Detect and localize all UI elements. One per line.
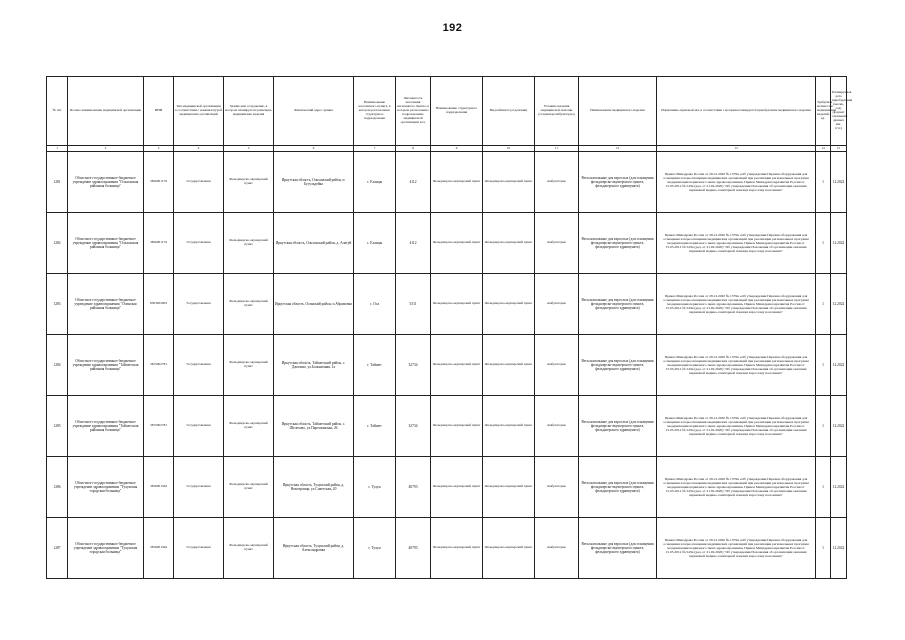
organization-type-cell: Государственная: [174, 335, 224, 396]
header-cell: № п/п: [47, 77, 68, 146]
column-number: 8: [396, 146, 431, 152]
building-cell: Фельдшерско-акушерский пункт: [224, 518, 274, 579]
quantity-cell: 1: [816, 518, 831, 579]
column-number: 7: [354, 146, 396, 152]
cabinet-type-cell: Фельдшерско-акушерский пункт: [483, 274, 535, 335]
medical-device-cell: Весы напольные для взрослых (для оснащения фельдшерско-акушерского пункта, фельдшерского здравпункта): [579, 152, 657, 213]
register-rows: [47, 152, 847, 579]
organization-type-cell: Государственная: [174, 396, 224, 457]
cabinet-type-cell: Фельдшерско-акушерский пункт: [483, 457, 535, 518]
population-cell: 5311: [396, 274, 431, 335]
organization-name-cell: Областное государственное бюджетное учреждение здравоохранения "Ольхонская районная больница": [68, 152, 144, 213]
quantity-cell: 1: [816, 396, 831, 457]
organization-name-cell: Областное государственное бюджетное учреждение здравоохранения "Тайшетская районная больница": [68, 335, 144, 396]
care-conditions-cell: Амбулаторно: [535, 518, 579, 579]
settlement-cell: с. Оса: [354, 274, 396, 335]
table-row: [47, 213, 847, 274]
address-cell: Иркутская область, Тайшетский район, с. Шелехово, ул.Партизанская, 26: [274, 396, 354, 457]
structural-unit-cell: Фельдшерско-акушерский пункт: [431, 396, 483, 457]
row-number-cell: 1287: [47, 518, 68, 579]
table-row: [47, 396, 847, 457]
building-cell: Фельдшерско-акушерский пункт: [224, 457, 274, 518]
legal-basis-cell: Приказ Минздрава России от 28.12.2020 № 1379н «Об утверждении Перечня оборудования для оснащения и переоснащения медицинских организаций при реализации региональных программ модернизации первичного звена здравоохранения» Приказ Минздравсоцразвития России от 15.05.2012 № 543н (ред. от 21.02.2020) "Об утверждении Положения об организации оказания первичной медико-санитарной помощи взрослому населению": [657, 152, 816, 213]
column-number: 15: [831, 146, 847, 152]
settlement-cell: с. Еланцы: [354, 213, 396, 274]
header-cell: Нормативно-правовой акт, в соответствии с которым планируется приобретение медицинского изделия: [657, 77, 816, 146]
care-conditions-cell: Амбулаторно: [535, 457, 579, 518]
legal-basis-cell: Приказ Минздрава России от 28.12.2020 № 1379н «Об утверждении Перечня оборудования для оснащения и переоснащения медицинских организаций при реализации региональных программ модернизации первичного звена здравоохранения» Приказ Минздравсоцразвития России от 15.05.2012 № 543н (ред. от 21.02.2020) "Об утверждении Положения об организации оказания первичной медико-санитарной помощи взрослому населению": [657, 335, 816, 396]
structural-unit-cell: Фельдшерско-акушерский пункт: [431, 152, 483, 213]
population-cell: 40793: [396, 457, 431, 518]
settlement-cell: г. Тулун: [354, 518, 396, 579]
address-cell: Иркутская область, Тайшетский район, с. Джогино, ул.Больничная, 1а: [274, 335, 354, 396]
care-conditions-cell: Амбулаторно: [535, 213, 579, 274]
structural-unit-cell: Фельдшерско-акушерский пункт: [431, 518, 483, 579]
column-number: 10: [483, 146, 535, 152]
settlement-cell: с. Еланцы: [354, 152, 396, 213]
header-cell: Фактический адрес здания: [274, 77, 354, 146]
settlement-cell: г. Тулун: [354, 457, 396, 518]
address-cell: Иркутская область, Тулунский район, д. Александровка: [274, 518, 354, 579]
header-cell: Тип медицинской организации в соответствии с номенклатурой медицинских организаций: [174, 77, 224, 146]
table-row: [47, 274, 847, 335]
organization-type-cell: Государственная: [174, 518, 224, 579]
purchase-date-cell: 12.2022: [831, 518, 847, 579]
header-cell: ИНН: [144, 77, 174, 146]
legal-basis-cell: Приказ Минздрава России от 28.12.2020 № 1379н «Об утверждении Перечня оборудования для оснащения и переоснащения медицинских организаций при реализации региональных программ модернизации первичного звена здравоохранения» Приказ Минздравсоцразвития России от 15.05.2012 № 543н (ред. от 21.02.2020) "Об утверждении Положения об организации оказания первичной медико-санитарной помощи взрослому населению": [657, 518, 816, 579]
page-number: 192: [442, 22, 463, 34]
purchase-date-cell: 12.2022: [831, 396, 847, 457]
table-row: [47, 518, 847, 579]
building-cell: Фельдшерско-акушерский пункт: [224, 396, 274, 457]
quantity-cell: 1: [816, 457, 831, 518]
equipment-register-table: [46, 76, 853, 579]
medical-device-cell: Весы напольные для взрослых (для оснащения фельдшерско-акушерского пункта, фельдшерского здравпункта): [579, 213, 657, 274]
column-number: 4: [174, 146, 224, 152]
care-conditions-cell: Амбулаторно: [535, 152, 579, 213]
medical-device-cell: Весы напольные для взрослых (для оснащения фельдшерско-акушерского пункта, фельдшерского здравпункта): [579, 457, 657, 518]
row-number-cell: 1286: [47, 457, 68, 518]
row-number-cell: 1283: [47, 274, 68, 335]
table-row: [47, 335, 847, 396]
table-row: [47, 457, 847, 518]
legal-basis-cell: Приказ Минздрава России от 28.12.2020 № 1379н «Об утверждении Перечня оборудования для оснащения и переоснащения медицинских организаций при реализации региональных программ модернизации первичного звена здравоохранения» Приказ Минздравсоцразвития России от 15.05.2012 № 543н (ред. от 21.02.2020) "Об утверждении Положения об организации оказания первичной медико-санитарной помощи взрослому населению": [657, 396, 816, 457]
address-cell: Иркутская область, Ольхонский район, п. Бугульдейка: [274, 152, 354, 213]
column-number: 5: [224, 146, 274, 152]
medical-device-cell: Весы напольные для взрослых (для оснащения фельдшерско-акушерского пункта, фельдшерского здравпункта): [579, 396, 657, 457]
column-number: 2: [68, 146, 144, 152]
purchase-date-cell: 12.2022: [831, 457, 847, 518]
header-cell: Наименование структурного подразделения: [431, 77, 483, 146]
inn-cell: 3815002781: [144, 335, 174, 396]
row-number-cell: 1284: [47, 335, 68, 396]
column-number: 14: [816, 146, 831, 152]
purchase-date-cell: 12.2022: [831, 152, 847, 213]
population-cell: 40793: [396, 518, 431, 579]
row-number-cell: 1281: [47, 152, 68, 213]
inn-cell: 3826001179: [144, 152, 174, 213]
column-number: 1: [47, 146, 68, 152]
header-cell: Здание или сооружение, в котором планируется размещать медицинские изделия: [224, 77, 274, 146]
cabinet-type-cell: Фельдшерско-акушерский пункт: [483, 152, 535, 213]
building-cell: Фельдшерско-акушерский пункт: [224, 274, 274, 335]
building-cell: Фельдшерско-акушерский пункт: [224, 152, 274, 213]
legal-basis-cell: Приказ Минздрава России от 28.12.2020 № 1379н «Об утверждении Перечня оборудования для оснащения и переоснащения медицинских организаций при реализации региональных программ модернизации первичного звена здравоохранения» Приказ Минздравсоцразвития России от 15.05.2012 № 543н (ред. от 21.02.2020) "Об утверждении Положения об организации оказания первичной медико-санитарной помощи взрослому населению": [657, 274, 816, 335]
header-cell: Численность населения населенного пункта, в котором расположено подразделение медицинской организации чел.: [396, 77, 431, 146]
column-number: 6: [274, 146, 354, 152]
population-cell: 4112: [396, 152, 431, 213]
header-row: [47, 77, 847, 146]
legal-basis-cell: Приказ Минздрава России от 28.12.2020 № 1379н «Об утверждении Перечня оборудования для оснащения и переоснащения медицинских организаций при реализации региональных программ модернизации первичного звена здравоохранения» Приказ Минздравсоцразвития России от 15.05.2012 № 543н (ред. от 21.02.2020) "Об утверждении Положения об организации оказания первичной медико-санитарной помощи взрослому населению": [657, 457, 816, 518]
building-cell: Фельдшерско-акушерский пункт: [224, 213, 274, 274]
purchase-date-cell: 12.2022: [831, 213, 847, 274]
organization-type-cell: Государственная: [174, 213, 224, 274]
cabinet-type-cell: Фельдшерско-акушерский пункт: [483, 518, 535, 579]
quantity-cell: 1: [816, 213, 831, 274]
address-cell: Иркутская область, Осинский район, п.Абрамовка: [274, 274, 354, 335]
care-conditions-cell: Амбулаторно: [535, 335, 579, 396]
header-cell: Планируемая дата приобретения (месяц, год) (формат отражения данных мм. гггг.): [831, 77, 847, 146]
organization-type-cell: Государственная: [174, 457, 224, 518]
building-cell: Фельдшерско-акушерский пункт: [224, 335, 274, 396]
organization-type-cell: Государственная: [174, 274, 224, 335]
column-number: 9: [431, 146, 483, 152]
inn-cell: 3826001179: [144, 213, 174, 274]
quantity-cell: 1: [816, 335, 831, 396]
table-row: [47, 152, 847, 213]
organization-name-cell: Областное государственное бюджетное учреждение здравоохранения "Осинская районная больница": [68, 274, 144, 335]
medical-device-cell: Весы напольные для взрослых (для оснащения фельдшерско-акушерского пункта, фельдшерского здравпункта): [579, 274, 657, 335]
population-cell: 32734: [396, 396, 431, 457]
cabinet-type-cell: Фельдшерско-акушерский пункт: [483, 335, 535, 396]
population-cell: 32734: [396, 335, 431, 396]
inn-cell: 3816001364: [144, 457, 174, 518]
quantity-cell: 1: [816, 152, 831, 213]
column-number: 3: [144, 146, 174, 152]
inn-cell: 3816001364: [144, 518, 174, 579]
header-cell: Полное наименование медицинской организации: [68, 77, 144, 146]
address-cell: Иркутская область, Ольхонский район, д. Алагуй: [274, 213, 354, 274]
quantity-cell: 1: [816, 274, 831, 335]
structural-unit-cell: Фельдшерско-акушерский пункт: [431, 274, 483, 335]
row-number-cell: 1285: [47, 396, 68, 457]
column-number: 11: [535, 146, 579, 152]
medical-device-cell: Весы напольные для взрослых (для оснащения фельдшерско-акушерского пункта, фельдшерского здравпункта): [579, 335, 657, 396]
address-cell: Иркутская область, Тулунский район, д. Новотроицк, ул.Советская, 20: [274, 457, 354, 518]
column-number: 12: [579, 146, 657, 152]
settlement-cell: г. Тайшет: [354, 396, 396, 457]
care-conditions-cell: Амбулаторно: [535, 274, 579, 335]
cabinet-type-cell: Фельдшерско-акушерский пункт: [483, 213, 535, 274]
header-cell: Вид кабинета (отделения): [483, 77, 535, 146]
header-cell: Наименование медицинского изделия: [579, 77, 657, 146]
legal-basis-cell: Приказ Минздрава России от 28.12.2020 № 1379н «Об утверждении Перечня оборудования для оснащения и переоснащения медицинских организаций при реализации региональных программ модернизации первичного звена здравоохранения» Приказ Минздравсоцразвития России от 15.05.2012 № 543н (ред. от 21.02.2020) "Об утверждении Положения об организации оказания первичной медико-санитарной помощи взрослому населению": [657, 213, 816, 274]
care-conditions-cell: Амбулаторно: [535, 396, 579, 457]
cabinet-type-cell: Фельдшерско-акушерский пункт: [483, 396, 535, 457]
header-cell: Условия оказания медицинской помощи (стационар/амбулаторно): [535, 77, 579, 146]
purchase-date-cell: 12.2022: [831, 274, 847, 335]
organization-name-cell: Областное государственное бюджетное учреждение здравоохранения "Ольхонская районная больница": [68, 213, 144, 274]
column-number: 13: [657, 146, 816, 152]
organization-type-cell: Государственная: [174, 152, 224, 213]
organization-name-cell: Областное государственное бюджетное учреждение здравоохранения "Тулунская городская больница": [68, 518, 144, 579]
settlement-cell: г. Тайшет: [354, 335, 396, 396]
purchase-date-cell: 12.2022: [831, 335, 847, 396]
organization-name-cell: Областное государственное бюджетное учреждение здравоохранения "Тайшетская районная больница": [68, 396, 144, 457]
organization-name-cell: Областное государственное бюджетное учреждение здравоохранения "Тулунская городская больница": [68, 457, 144, 518]
header-cell: Наименование населенного пункта, в котором расположено структурное подразделение: [354, 77, 396, 146]
structural-unit-cell: Фельдшерско-акушерский пункт: [431, 457, 483, 518]
structural-unit-cell: Фельдшерско-акушерский пункт: [431, 213, 483, 274]
population-cell: 4112: [396, 213, 431, 274]
medical-device-cell: Весы напольные для взрослых (для оснащения фельдшерско-акушерского пункта, фельдшерского здравпункта): [579, 518, 657, 579]
inn-cell: 8503002903: [144, 274, 174, 335]
row-number-cell: 1282: [47, 213, 68, 274]
header-cell: Требуемое количество медицинских изделий, ед.: [816, 77, 831, 146]
structural-unit-cell: Фельдшерско-акушерский пункт: [431, 335, 483, 396]
inn-cell: 3815002781: [144, 396, 174, 457]
